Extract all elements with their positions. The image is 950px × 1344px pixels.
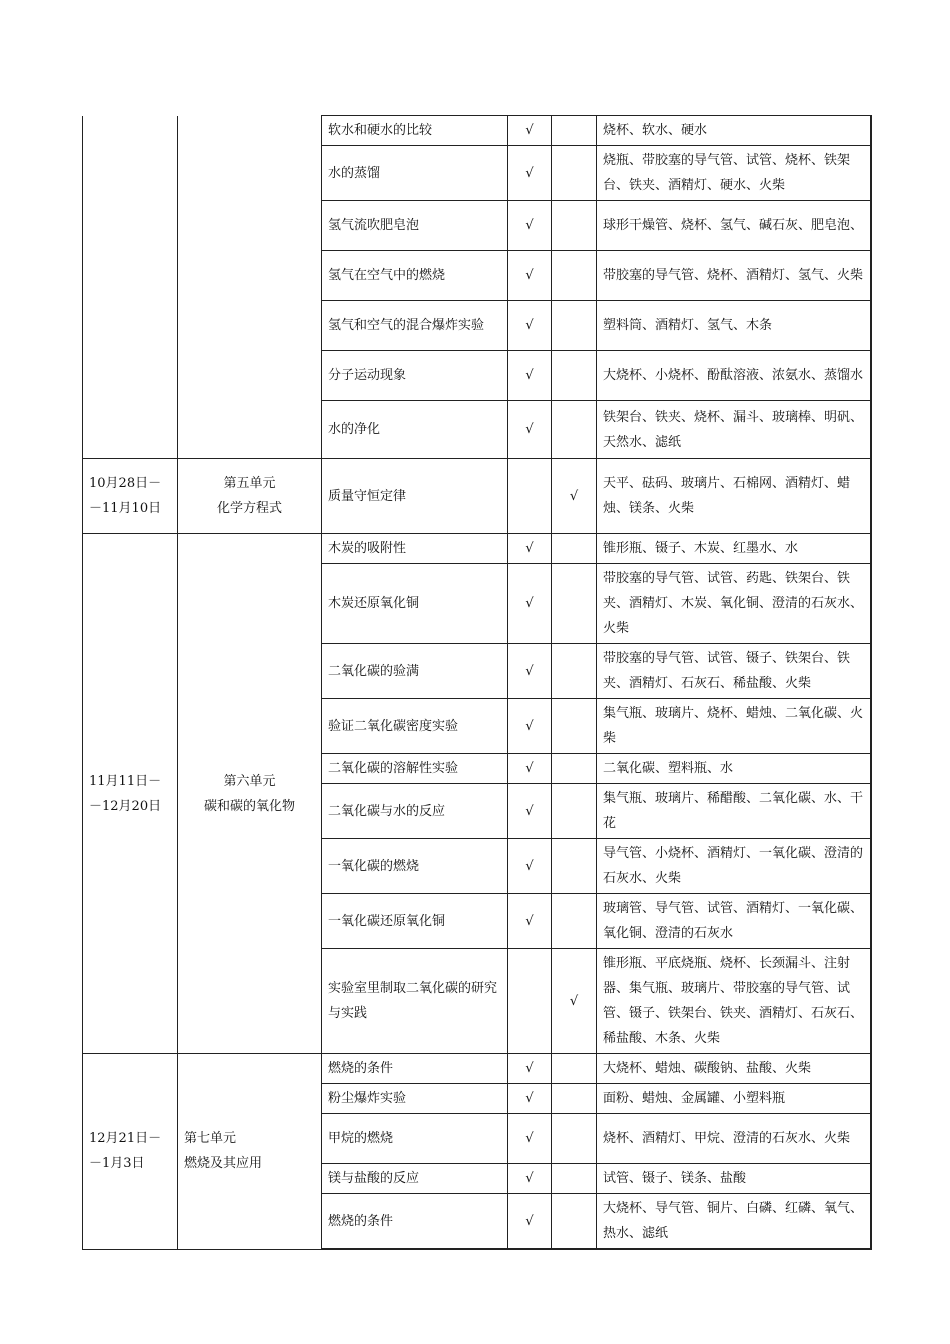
demo-check-cell: √ [508, 894, 552, 949]
materials-cell: 带胶塞的导气管、试管、药匙、铁架台、铁夹、酒精灯、木炭、氧化铜、澄清的石灰水、火柴 [597, 564, 871, 644]
demo-check-cell: √ [508, 201, 552, 251]
experiment-name-cell: 软水和硬水的比较 [322, 116, 508, 146]
group-check-cell [552, 699, 597, 754]
experiment-name-cell: 验证二氧化碳密度实验 [322, 699, 508, 754]
materials-cell: 大烧杯、导气管、铜片、白磷、红磷、氧气、热水、滤纸 [597, 1194, 871, 1250]
group-check-cell [552, 564, 597, 644]
demo-check-cell: √ [508, 699, 552, 754]
materials-cell: 玻璃管、导气管、试管、酒精灯、一氧化碳、氧化铜、澄清的石灰水 [597, 894, 871, 949]
unit-cell: 第六单元 碳和碳的氧化物 [178, 534, 322, 1054]
unit-cell [178, 116, 322, 459]
materials-cell: 集气瓶、玻璃片、稀醋酸、二氧化碳、水、干花 [597, 784, 871, 839]
experiment-name-cell: 一氧化碳的燃烧 [322, 839, 508, 894]
experiment-name-cell: 分子运动现象 [322, 351, 508, 401]
materials-cell: 铁架台、铁夹、烧杯、漏斗、玻璃棒、明矾、天然水、滤纸 [597, 401, 871, 459]
group-check-cell [552, 251, 597, 301]
materials-cell: 烧瓶、带胶塞的导气管、试管、烧杯、铁架台、铁夹、酒精灯、硬水、火柴 [597, 146, 871, 201]
group-check-cell: √ [552, 459, 597, 534]
materials-cell: 集气瓶、玻璃片、烧杯、蜡烛、二氧化碳、火柴 [597, 699, 871, 754]
table-row [83, 1054, 871, 1084]
date-range-cell [83, 116, 178, 459]
demo-check-cell: √ [508, 116, 552, 146]
group-check-cell [552, 839, 597, 894]
experiment-name-cell: 一氧化碳还原氧化铜 [322, 894, 508, 949]
experiment-name-cell: 木炭的吸附性 [322, 534, 508, 564]
date-range-cell: 10月28日－－11月10日 [83, 459, 178, 534]
experiment-name-cell: 氢气和空气的混合爆炸实验 [322, 301, 508, 351]
group-check-cell [552, 351, 597, 401]
materials-cell: 带胶塞的导气管、烧杯、酒精灯、氢气、火柴 [597, 251, 871, 301]
demo-check-cell: √ [508, 1114, 552, 1164]
materials-cell: 试管、镊子、镁条、盐酸 [597, 1164, 871, 1194]
demo-check-cell: √ [508, 784, 552, 839]
group-check-cell [552, 534, 597, 564]
demo-check-cell: √ [508, 839, 552, 894]
group-check-cell [552, 1194, 597, 1250]
group-check-cell [552, 644, 597, 699]
experiment-name-cell: 燃烧的条件 [322, 1054, 508, 1084]
demo-check-cell: √ [508, 1164, 552, 1194]
experiment-name-cell: 粉尘爆炸实验 [322, 1084, 508, 1114]
demo-check-cell: √ [508, 401, 552, 459]
experiment-name-cell: 实验室里制取二氧化碳的研究与实践 [322, 949, 508, 1054]
group-check-cell [552, 116, 597, 146]
experiment-name-cell: 水的净化 [322, 401, 508, 459]
table-row [83, 116, 871, 146]
demo-check-cell: √ [508, 644, 552, 699]
demo-check-cell: √ [508, 1054, 552, 1084]
materials-cell: 球形干燥管、烧杯、氢气、碱石灰、肥皂泡、 [597, 201, 871, 251]
demo-check-cell: √ [508, 351, 552, 401]
demo-check-cell [508, 949, 552, 1054]
group-check-cell [552, 1164, 597, 1194]
demo-check-cell: √ [508, 251, 552, 301]
experiment-name-cell: 质量守恒定律 [322, 459, 508, 534]
experiment-name-cell: 镁与盐酸的反应 [322, 1164, 508, 1194]
materials-cell: 面粉、蜡烛、金属罐、小塑料瓶 [597, 1084, 871, 1114]
group-check-cell [552, 784, 597, 839]
experiment-name-cell: 燃烧的条件 [322, 1194, 508, 1250]
materials-cell: 锥形瓶、平底烧瓶、烧杯、长颈漏斗、注射器、集气瓶、玻璃片、带胶塞的导气管、试管、镊子、铁架台、铁夹、酒精灯、石灰石、稀盐酸、木条、火柴 [597, 949, 871, 1054]
demo-check-cell: √ [508, 301, 552, 351]
group-check-cell [552, 146, 597, 201]
materials-cell: 天平、砝码、玻璃片、石棉网、酒精灯、蜡烛、镁条、火柴 [597, 459, 871, 534]
group-check-cell: √ [552, 949, 597, 1054]
experiment-name-cell: 二氧化碳的溶解性实验 [322, 754, 508, 784]
demo-check-cell [508, 459, 552, 534]
materials-cell: 导气管、小烧杯、酒精灯、一氧化碳、澄清的石灰水、火柴 [597, 839, 871, 894]
materials-cell: 大烧杯、小烧杯、酚酞溶液、浓氨水、蒸馏水 [597, 351, 871, 401]
group-check-cell [552, 301, 597, 351]
experiment-name-cell: 水的蒸馏 [322, 146, 508, 201]
materials-cell: 塑料筒、酒精灯、氢气、木条 [597, 301, 871, 351]
demo-check-cell: √ [508, 1194, 552, 1250]
experiment-name-cell: 木炭还原氧化铜 [322, 564, 508, 644]
demo-check-cell: √ [508, 146, 552, 201]
experiment-name-cell: 二氧化碳与水的反应 [322, 784, 508, 839]
experiment-schedule-table [82, 115, 872, 1250]
group-check-cell [552, 754, 597, 784]
date-range-cell: 12月21日－－1月3日 [83, 1054, 178, 1250]
unit-cell: 第七单元 燃烧及其应用 [178, 1054, 322, 1250]
demo-check-cell: √ [508, 564, 552, 644]
group-check-cell [552, 894, 597, 949]
group-check-cell [552, 1114, 597, 1164]
materials-cell: 烧杯、酒精灯、甲烷、澄清的石灰水、火柴 [597, 1114, 871, 1164]
date-range-cell: 11月11日－－12月20日 [83, 534, 178, 1054]
schedule-body [83, 116, 871, 1250]
group-check-cell [552, 1084, 597, 1114]
demo-check-cell: √ [508, 1084, 552, 1114]
group-check-cell [552, 401, 597, 459]
table-row [83, 459, 871, 534]
group-check-cell [552, 1054, 597, 1084]
materials-cell: 锥形瓶、镊子、木炭、红墨水、水 [597, 534, 871, 564]
materials-cell: 二氧化碳、塑料瓶、水 [597, 754, 871, 784]
unit-cell: 第五单元 化学方程式 [178, 459, 322, 534]
experiment-name-cell: 氢气流吹肥皂泡 [322, 201, 508, 251]
group-check-cell [552, 201, 597, 251]
demo-check-cell: √ [508, 534, 552, 564]
experiment-name-cell: 氢气在空气中的燃烧 [322, 251, 508, 301]
table-row [83, 534, 871, 564]
experiment-name-cell: 二氧化碳的验满 [322, 644, 508, 699]
materials-cell: 带胶塞的导气管、试管、镊子、铁架台、铁夹、酒精灯、石灰石、稀盐酸、火柴 [597, 644, 871, 699]
materials-cell: 大烧杯、蜡烛、碳酸钠、盐酸、火柴 [597, 1054, 871, 1084]
demo-check-cell: √ [508, 754, 552, 784]
materials-cell: 烧杯、软水、硬水 [597, 116, 871, 146]
experiment-name-cell: 甲烷的燃烧 [322, 1114, 508, 1164]
